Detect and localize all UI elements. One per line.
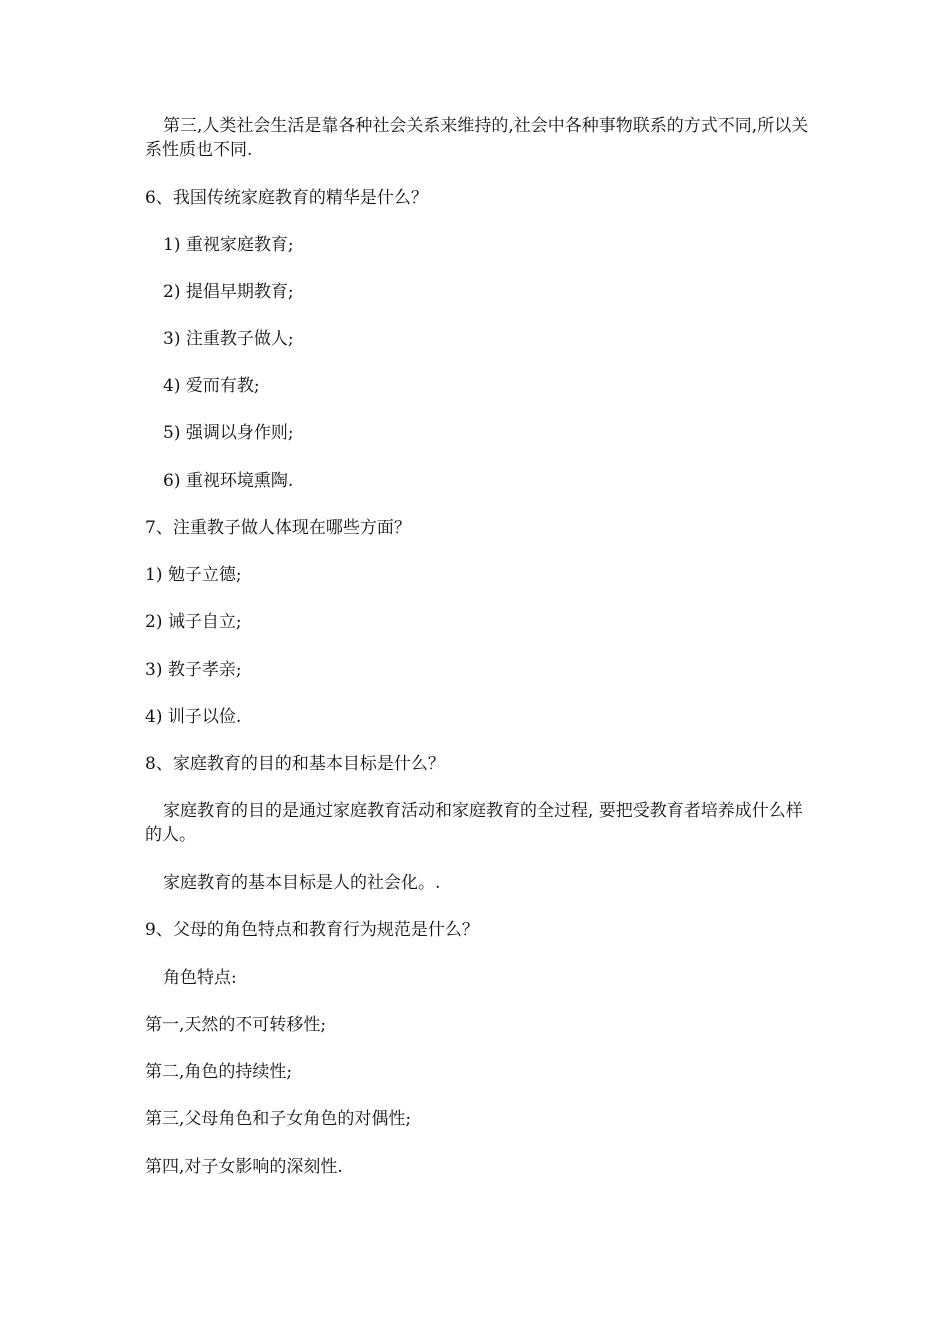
list-item: 4) 训子以俭.: [145, 707, 242, 727]
list-item: 5) 强调以身作则;: [163, 423, 294, 443]
paragraph-education-goal: 家庭教育的目的是通过家庭教育活动和家庭教育的全过程, 要把受教育者培养成什么样的人。: [145, 801, 803, 845]
list-item: 第二,角色的持续性;: [145, 1062, 293, 1082]
question-7-heading: 7、注重教子做人体现在哪些方面？: [145, 518, 411, 538]
list-item: 1) 勉子立德;: [145, 565, 242, 585]
list-item: 1) 重视家庭教育;: [163, 235, 294, 255]
list-item: 6) 重视环境熏陶.: [163, 471, 294, 491]
paragraph-basic-goal: 家庭教育的基本目标是人的社会化。.: [163, 873, 441, 893]
list-item: 第三,父母角色和子女角色的对偶性;: [145, 1109, 412, 1129]
list-item: 4) 爱而有教;: [163, 376, 260, 396]
question-8-heading: 8、家庭教育的目的和基本目标是什么？: [145, 754, 445, 774]
question-9-heading: 9、父母的角色特点和教育行为规范是什么？: [145, 920, 479, 940]
list-item: 2) 诫子自立;: [145, 612, 242, 632]
paragraph-social-relations: 第三,人类社会生活是靠各种社会关系来维持的,社会中各种事物联系的方式不同,所以关系性质也不同.: [145, 116, 809, 160]
list-item: 第四,对子女影响的深刻性.: [145, 1157, 343, 1177]
list-item: 第一,天然的不可转移性;: [145, 1015, 327, 1035]
list-item: 3) 注重教子做人;: [163, 329, 294, 349]
question-6-heading: 6、我国传统家庭教育的精华是什么？: [145, 188, 428, 208]
list-item: 2) 提倡早期教育;: [163, 282, 294, 302]
section-label-role-traits: 角色特点:: [163, 968, 237, 988]
list-item: 3) 教子孝亲;: [145, 660, 242, 680]
